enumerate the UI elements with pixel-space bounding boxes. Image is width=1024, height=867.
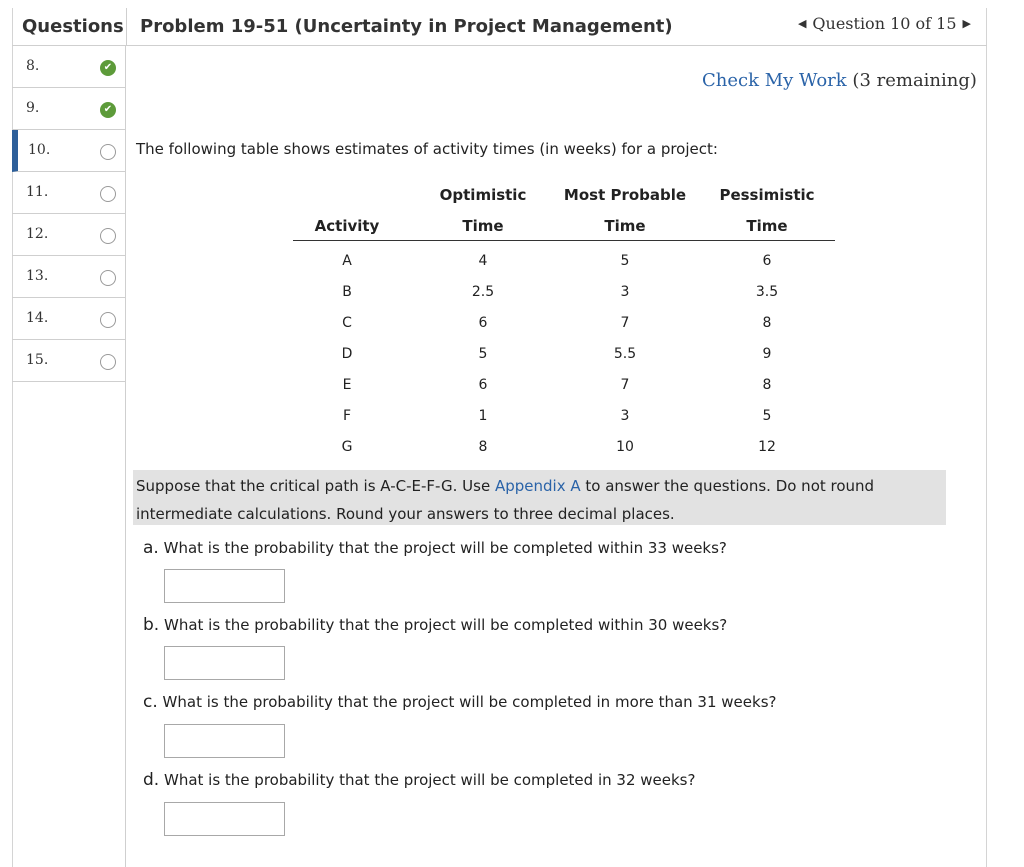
table-cell: 9 [762,346,772,362]
question-text: What is the probability that the project will be completed in more than 31 weeks? [162,693,777,711]
question-letter: b. [143,615,160,635]
answer-c-input[interactable] [164,724,285,758]
note-text-after: to answer the questions. Do not round intermediate calculations. Round your answers to three decimal places. [136,477,875,523]
table-cell: 1 [478,408,488,424]
answer-a-input[interactable] [164,569,285,603]
table-cell: B [342,284,352,300]
table-cell: 5 [620,253,630,269]
table-cell: E [342,377,352,393]
table-cell: 4 [478,253,488,269]
question-a [143,538,727,558]
question-number: 10. [28,142,51,158]
question-b [143,615,727,635]
sidebar-item-9[interactable] [12,88,125,130]
table-header-divider [293,240,835,241]
optimistic-column [428,184,538,463]
check-my-work-link[interactable]: Check My Work [702,70,847,91]
sidebar-item-14[interactable] [12,298,125,340]
question-number: 12. [26,226,49,242]
table-cell: 5.5 [613,346,637,362]
table-cell: F [342,408,352,424]
question-counter: Question 10 of 15 [812,14,957,33]
question-letter: d. [143,770,160,790]
table-cell: C [342,315,352,331]
sidebar-item-13[interactable] [12,256,125,298]
empty-circle-icon [100,270,116,286]
activity-column [303,184,391,463]
question-letter: c. [143,692,158,712]
problem-intro: The following table shows estimates of activity times (in weeks) for a project: [136,140,718,158]
table-cell: D [341,346,353,362]
question-navigator [798,14,971,33]
question-number: 11. [26,184,49,200]
empty-circle-icon [100,312,116,328]
check-my-work [702,70,977,91]
questions-header [12,8,126,46]
table-cell: 5 [762,408,772,424]
sidebar-item-15[interactable] [12,340,125,382]
sidebar-item-11[interactable] [12,172,125,214]
table-cell: 6 [762,253,772,269]
next-question-icon[interactable]: ▶ [962,17,971,30]
question-text: What is the probability that the project will be completed within 30 weeks? [163,616,728,634]
appendix-a-link[interactable]: Appendix A [494,477,581,495]
question-letter: a. [143,538,159,558]
table-cell: 12 [758,439,776,455]
column-header: Time [604,217,646,235]
table-cell: 8 [762,377,772,393]
answer-b-input[interactable] [164,646,285,680]
question-d [143,770,695,790]
question-number: 15. [26,352,49,368]
column-header: Most Probable [563,186,687,204]
table-cell: 6 [478,315,488,331]
sidebar-item-10[interactable] [12,130,125,172]
table-cell: 2.5 [471,284,495,300]
table-cell: 3.5 [755,284,779,300]
check-circle-icon [100,102,116,118]
note-text-before: Suppose that the critical path is A-C-E-F-G. Use [136,477,495,495]
empty-circle-icon [100,186,116,202]
table-cell: 3 [620,408,630,424]
question-text: What is the probability that the project will be completed in 32 weeks? [163,771,696,789]
answer-d-input[interactable] [164,802,285,836]
column-header: Optimistic [439,186,527,204]
column-header: Activity [314,217,380,235]
table-cell: 8 [478,439,488,455]
question-number: 13. [26,268,49,284]
empty-circle-icon [100,228,116,244]
question-number: 14. [26,310,49,326]
column-header: Time [462,217,504,235]
previous-question-icon[interactable]: ◀ [797,17,807,30]
table-cell: 7 [620,315,630,331]
question-sidebar [12,46,126,867]
instructions-note [133,470,946,525]
column-header: Pessimistic [719,186,815,204]
sidebar-item-12[interactable] [12,214,125,256]
problem-title: Problem 19-51 (Uncertainty in Project Management) [140,16,673,37]
table-cell: 5 [478,346,488,362]
question-number: 9. [26,100,40,116]
table-cell: 7 [620,377,630,393]
column-header [303,184,391,215]
check-circle-icon [100,60,116,76]
question-number: 8. [26,58,40,74]
empty-circle-icon [100,144,116,160]
remaining-attempts: (3 remaining) [852,70,977,91]
most-probable-column [550,184,700,463]
table-cell: 8 [762,315,772,331]
question-text: What is the probability that the project will be completed within 33 weeks? [163,539,727,557]
table-cell: 3 [620,284,630,300]
table-cell: A [342,253,352,269]
table-cell: G [341,439,353,455]
pessimistic-column [707,184,827,463]
table-cell: 10 [616,439,634,455]
column-header: Time [746,217,788,235]
problem-header [126,8,987,46]
questions-label: Questions [22,16,124,37]
table-cell: 6 [478,377,488,393]
empty-circle-icon [100,354,116,370]
question-c [143,692,776,712]
sidebar-item-8[interactable] [12,46,125,88]
